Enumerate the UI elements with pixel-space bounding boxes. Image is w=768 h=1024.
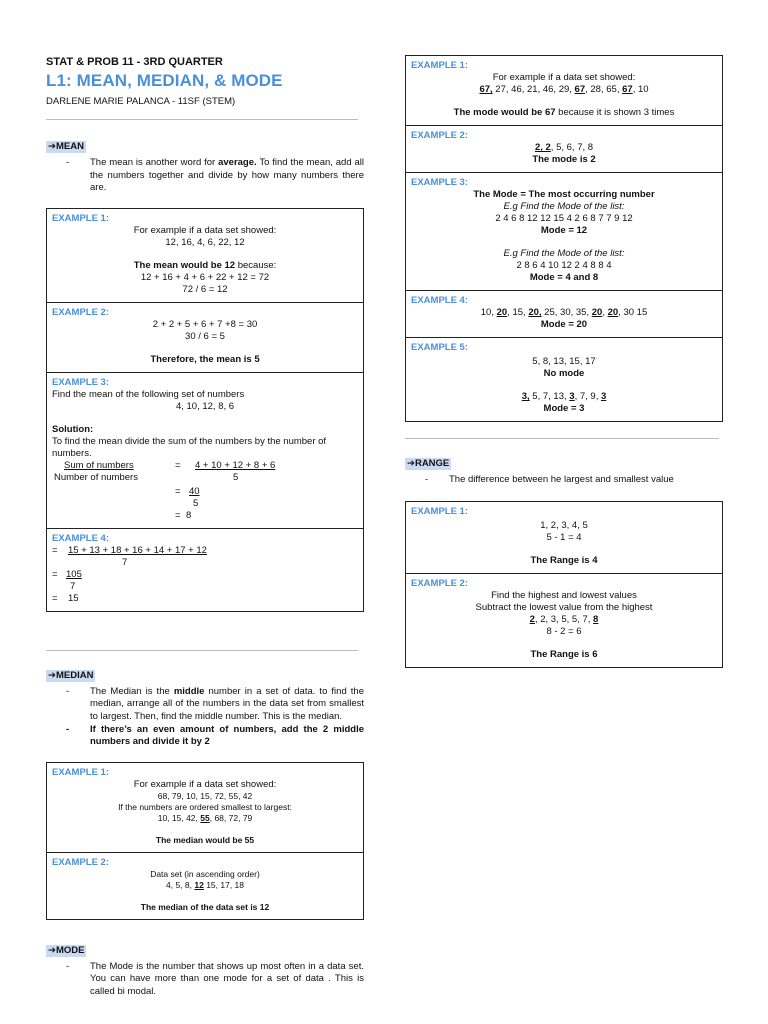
mode-example-2: EXAMPLE 2: 2, 2, 5, 6, 7, 8 The mode is 2 [406,126,722,173]
mode-bullets [46,961,364,999]
median-section [46,665,364,749]
mode-example-3: EXAMPLE 3: The Mode = The most occurring number E.g Find the Mode of the list: 2 4 6 8 12 12 15 4 2 6 8 7 7 9 12 Mode = 12 E.g Find the Mode of the list: 2 8 6 4 10 12 2 4 8 8 4 Mode = 4 and 8 [406,173,722,291]
mean-section [46,136,364,195]
course-title: STAT & PROB 11 - 3RD QUARTER [46,56,223,68]
mean-example-1: EXAMPLE 1: For example if a data set showed: 12, 16, 4, 6, 22, 12 The mean would be 12 because: 12 + 16 + 4 + 6 + 22 + 12 = 72 72 / 6 = 12 [47,209,363,303]
median-example-1: EXAMPLE 1: For example if a data set showed: 68, 79, 10, 15, 72, 55, 42 If the numbers are ordered smallest to largest: 10, 15, 42, 55, 68, 72, 79 The median would be 55 [47,763,363,853]
lesson-title: L1: MEAN, MEDIAN, & MODE [46,71,283,90]
range-heading: ➔RANGE [407,458,450,469]
left-column [46,52,364,999]
mode-example-5: EXAMPLE 5: 5, 8, 13, 15, 17 No mode 3, 5, 7, 13, 3, 7, 9, 3 Mode = 3 [411,342,607,414]
divider [46,650,358,651]
range-section [405,453,723,487]
mean-example-2: EXAMPLE 2: 2 + 2 + 5 + 6 + 7 +8 = 30 30 / 6 = 5 Therefore, the mean is 5 [47,303,363,373]
mean-example-4: EXAMPLE 4: = 15 + 13 + 18 + 16 + 14 + 17 + 12 7 = 105 7 = 15 [52,532,207,604]
mean-definition: - The mean is another word for average. To find the mean, add all the numbers together and divide by how many numbers there are. [66,157,364,194]
range-definition: - The difference between he largest and smallest value [425,474,674,485]
mean-example-3: EXAMPLE 3: Find the mean of the following set of numbers 4, 10, 12, 8, 6 Solution: To find the mean divide the sum of the numbers by the number of numbers. Sum of numbers = 4 + 10 + 12 + 8 + 6 Number of numbers 5 = 40 5 = 8 [47,373,363,529]
range-example-1: EXAMPLE 1: 1, 2, 3, 4, 5 5 - 1 = 4 The Range is 4 [406,502,722,574]
mode-example-1: EXAMPLE 1: For example if a data set showed: 67, 27, 46, 21, 46, 29, 67, 28, 65, 67, 10 The mode would be 67 because it is shown 3 times [406,56,722,126]
range-examples-box [405,501,723,668]
mode-section [46,940,364,999]
median-bullets [46,686,364,749]
median-even-rule: - If there’s an even amount of numbers, add the 2 middle numbers and divide it by 2 [66,723,364,748]
divider [46,119,358,120]
median-example-2: EXAMPLE 2: Data set (in ascending order) 4, 5, 8, 12 15, 17, 18 The median of the data set is 12 [52,856,270,912]
mode-heading: ➔MODE [48,944,85,956]
median-definition: - The Median is the middle number in a set of data. to find the median, arrange all of the numbers in the data set from smallest to largest. Then, find the middle number. This is the median. [66,685,364,722]
mean-examples-box [46,208,364,612]
mean-bullets [46,157,364,195]
author-line: DARLENE MARIE PALANCA - 11SF (STEM) [46,96,236,107]
range-bullets [405,474,723,487]
mean-heading: ➔MEAN [48,141,84,152]
divider [405,438,719,439]
mode-example-4: EXAMPLE 4: 10, 20, 15, 20, 25, 30, 35, 20, 20, 30 15 Mode = 20 [406,291,722,338]
mode-examples-box [405,55,723,422]
range-example-2: EXAMPLE 2: Find the highest and lowest values Subtract the lowest value from the highest 2, 2, 3, 5, 5, 7, 8 8 - 2 = 6 The Range is 6 [411,577,653,660]
median-heading: ➔MEDIAN [48,669,94,681]
median-examples-box [46,762,364,920]
mode-definition: - The Mode is the number that shows up most often in a data set. You can have more than one mode for a set of data . This is called bi modal. [66,960,364,997]
right-column [405,55,723,668]
